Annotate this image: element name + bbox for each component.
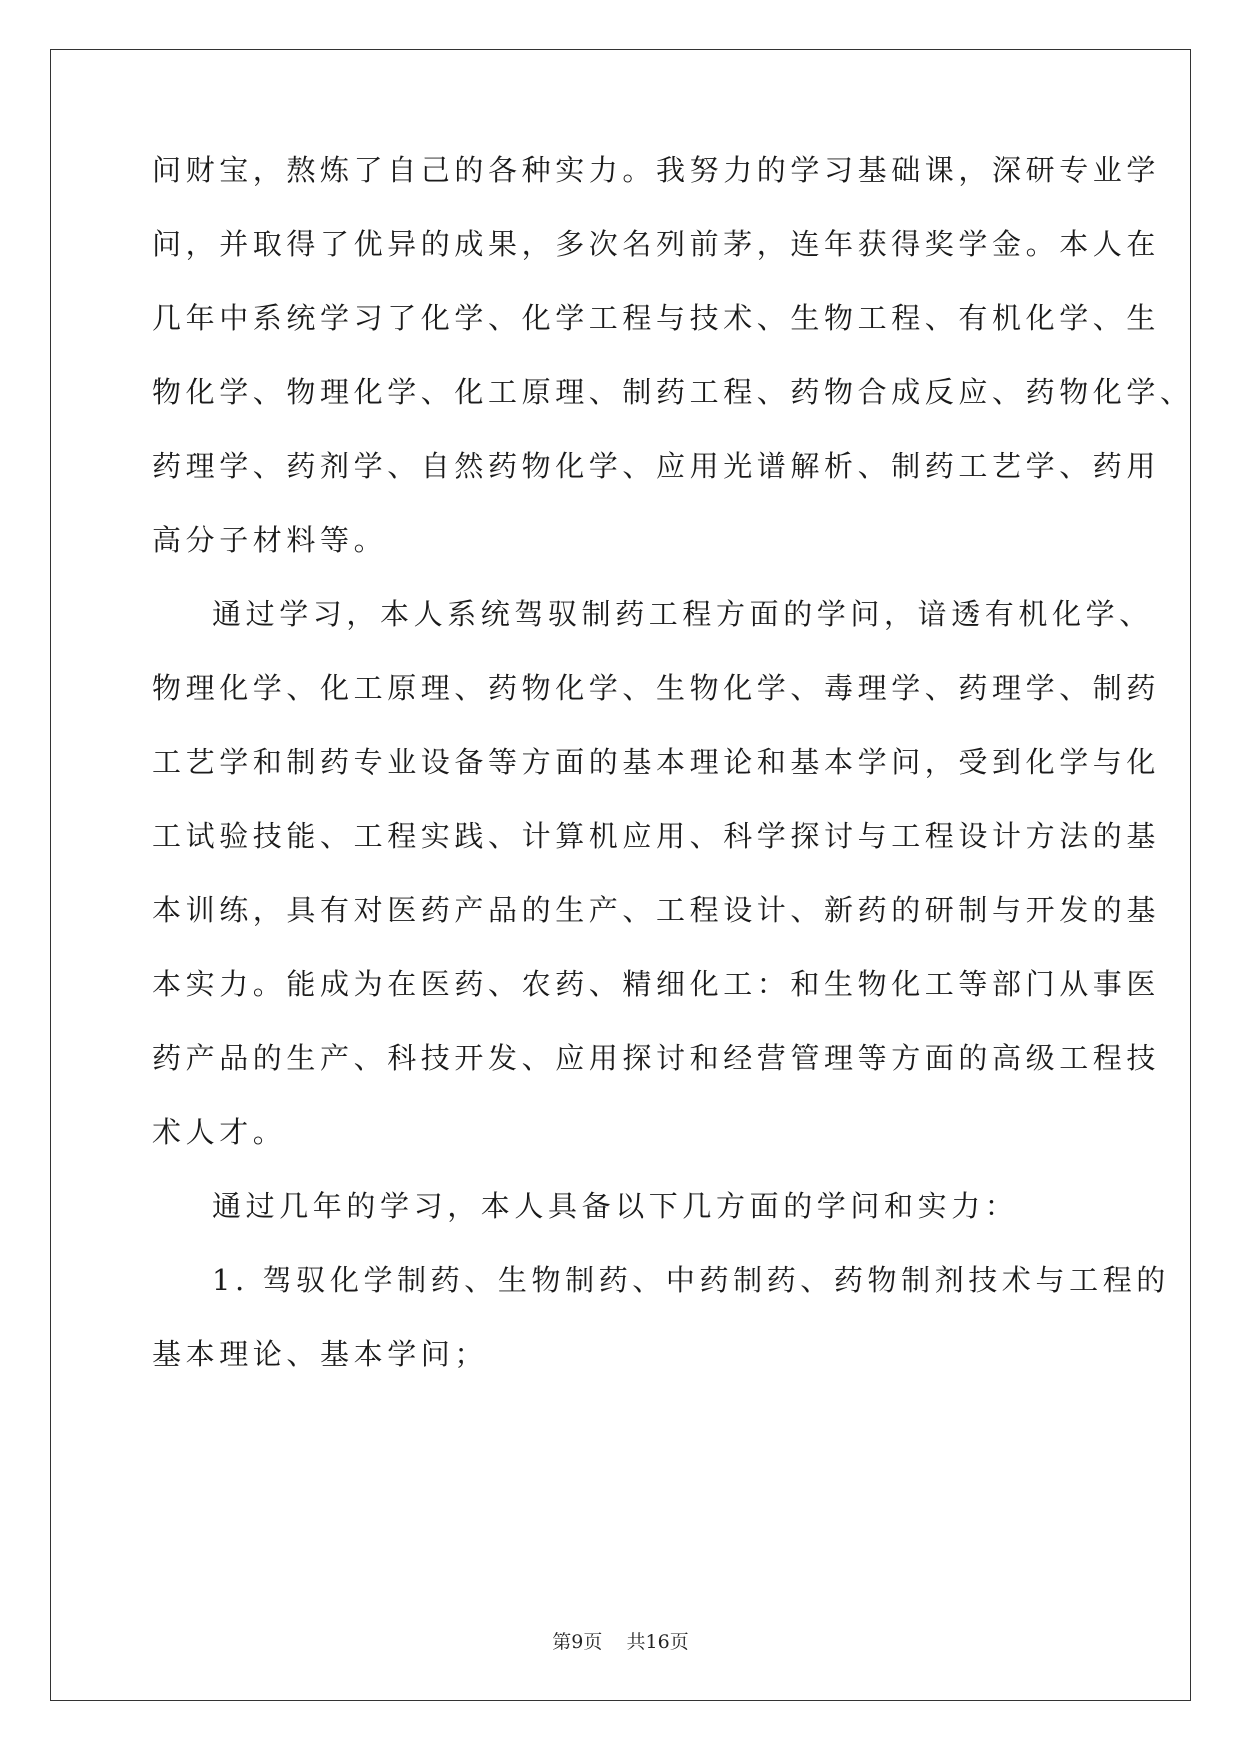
text-line: 药理学、药剂学、自然药物化学、应用光谱解析、制药工艺学、药用: [152, 449, 1161, 483]
paragraph-start-line: 通过几年的学习，本人具备以下几方面的学问和实力：: [212, 1189, 1019, 1223]
text-line: 工艺学和制药专业设备等方面的基本理论和基本学问，受到化学与化: [152, 745, 1161, 779]
list-item-line: 1. 驾驭化学制药、生物制药、中药制药、药物制剂技术与工程的: [212, 1263, 1170, 1297]
page-number: 第9页: [552, 1631, 603, 1653]
page-footer: [0, 1630, 1241, 1654]
text-line: 物理化学、化工原理、药物化学、生物化学、毒理学、药理学、制药: [152, 671, 1161, 705]
text-line: 药产品的生产、科技开发、应用探讨和经营管理等方面的高级工程技: [152, 1041, 1161, 1075]
page-total: 共16页: [626, 1631, 689, 1653]
text-line: 基本理论、基本学问；: [152, 1337, 489, 1371]
text-line: 工试验技能、工程实践、计算机应用、科学探讨与工程设计方法的基: [152, 819, 1161, 853]
text-line: 几年中系统学习了化学、化学工程与技术、生物工程、有机化学、生: [152, 301, 1161, 335]
text-line: 高分子材料等。: [152, 523, 388, 557]
text-line: 术人才。: [152, 1115, 287, 1149]
text-line: 本实力。能成为在医药、农药、精细化工：和生物化工等部门从事医: [152, 967, 1161, 1001]
text-line: 本训练，具有对医药产品的生产、工程设计、新药的研制与开发的基: [152, 893, 1161, 927]
paragraph-start-line: 通过学习，本人系统驾驭制药工程方面的学问，谙透有机化学、: [212, 597, 1153, 631]
page-border: [50, 49, 1194, 1701]
text-line: 问，并取得了优异的成果，多次名列前茅，连年获得奖学金。本人在: [152, 227, 1161, 261]
text-line: 问财宝，熬炼了自己的各种实力。我努力的学习基础课，深研专业学: [152, 153, 1161, 187]
text-line: 物化学、物理化学、化工原理、制药工程、药物合成反应、药物化学、: [152, 375, 1194, 409]
